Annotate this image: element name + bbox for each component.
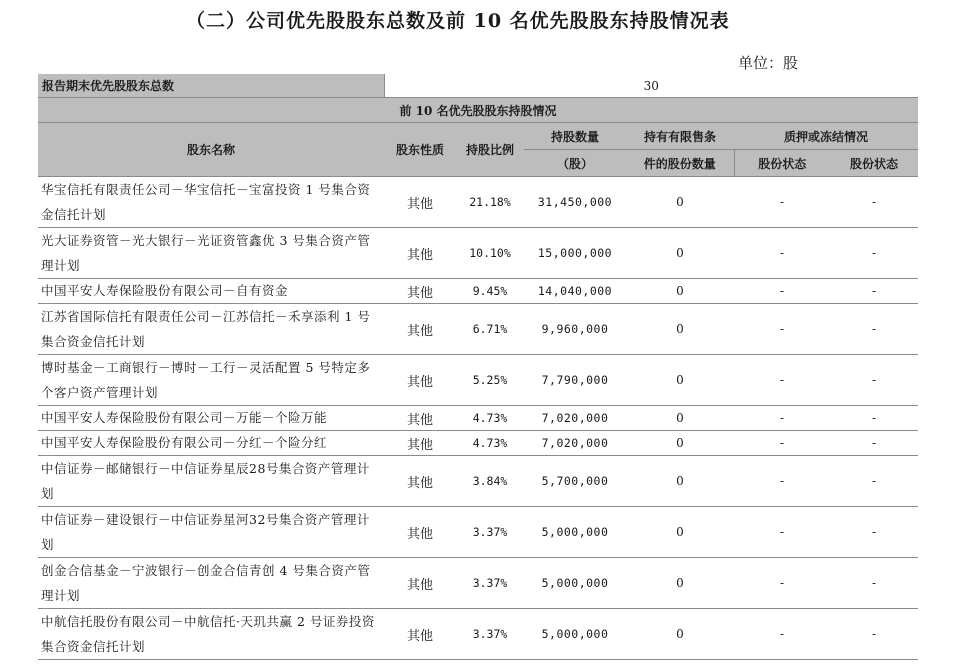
holding-ratio: 3.37% <box>456 507 524 558</box>
holding-ratio: 6.71% <box>456 304 524 355</box>
holding-ratio: 9.45% <box>456 279 524 304</box>
shareholder-nature: 其他 <box>384 406 456 431</box>
shareholder-name: 光大证券资管－光大银行－光证资管鑫优 3 号集合资产管理计划 <box>38 228 384 279</box>
shareholder-nature: 其他 <box>384 456 456 507</box>
table-row <box>38 304 918 355</box>
col-header-pledge: 质押或冻结情况 <box>734 123 918 150</box>
table-row <box>38 228 918 279</box>
shareholder-nature: 其他 <box>384 279 456 304</box>
holding-ratio: 21.18% <box>456 177 524 228</box>
pledge-status-1: - <box>734 279 830 304</box>
col-header-qty-line1: 持股数量 <box>524 123 626 150</box>
shareholder-nature: 其他 <box>384 431 456 456</box>
restricted-quantity: 0 <box>626 558 734 609</box>
holding-ratio: 4.73% <box>456 406 524 431</box>
restricted-quantity: 0 <box>626 431 734 456</box>
table-row <box>38 558 918 609</box>
pledge-status-2: - <box>830 558 918 609</box>
total-shareholders-label: 报告期末优先股股东总数 <box>38 74 384 98</box>
page-title: （二）公司优先股股东总数及前 10 名优先股股东持股情况表 <box>186 10 730 32</box>
table-row <box>38 456 918 507</box>
holding-quantity: 7,020,000 <box>524 406 626 431</box>
table-row <box>38 431 918 456</box>
shareholder-nature: 其他 <box>384 228 456 279</box>
holding-quantity: 9,960,000 <box>524 304 626 355</box>
table-row <box>38 406 918 431</box>
shareholder-nature: 其他 <box>384 609 456 660</box>
pledge-status-1: - <box>734 456 830 507</box>
holding-ratio: 3.37% <box>456 558 524 609</box>
restricted-quantity: 0 <box>626 406 734 431</box>
preferred-shareholders-table <box>38 74 918 660</box>
section-header-row <box>38 98 918 123</box>
total-shareholders-value: 30 <box>384 74 918 98</box>
holding-quantity: 14,040,000 <box>524 279 626 304</box>
pledge-status-2: - <box>830 228 918 279</box>
pledge-status-1: - <box>734 355 830 406</box>
holding-ratio: 3.84% <box>456 456 524 507</box>
shareholder-name: 江苏省国际信托有限责任公司－江苏信托－禾享添利 1 号集合资金信托计划 <box>38 304 384 355</box>
table-row <box>38 609 918 660</box>
col-header-pledge-status-2: 股份状态 <box>830 150 918 177</box>
shareholder-name: 中国平安人寿保险股份有限公司－自有资金 <box>38 279 384 304</box>
holding-quantity: 7,790,000 <box>524 355 626 406</box>
pledge-status-1: - <box>734 177 830 228</box>
column-header-row <box>38 123 918 150</box>
holding-ratio: 3.37% <box>456 609 524 660</box>
col-header-restricted-line1: 持有有限售条 <box>626 123 734 150</box>
shareholder-name: 中国平安人寿保险股份有限公司－万能－个险万能 <box>38 406 384 431</box>
total-shareholders-row <box>38 74 918 98</box>
table-row <box>38 355 918 406</box>
holding-quantity: 31,450,000 <box>524 177 626 228</box>
restricted-quantity: 0 <box>626 279 734 304</box>
shareholder-name: 华宝信托有限责任公司－华宝信托－宝富投资 1 号集合资金信托计划 <box>38 177 384 228</box>
col-header-restricted-line2: 件的股份数量 <box>626 150 734 177</box>
pledge-status-1: - <box>734 431 830 456</box>
unit-label: 单位：股 <box>738 54 799 72</box>
col-header-pledge-status-1: 股份状态 <box>734 150 830 177</box>
pledge-status-1: - <box>734 507 830 558</box>
holding-quantity: 7,020,000 <box>524 431 626 456</box>
pledge-status-2: - <box>830 406 918 431</box>
holding-quantity: 5,000,000 <box>524 507 626 558</box>
shareholder-name: 中国平安人寿保险股份有限公司－分红－个险分红 <box>38 431 384 456</box>
pledge-status-1: - <box>734 558 830 609</box>
pledge-status-2: - <box>830 456 918 507</box>
shareholder-nature: 其他 <box>384 355 456 406</box>
shareholder-name: 中信证券－建设银行－中信证券星河32号集合资产管理计划 <box>38 507 384 558</box>
shareholder-nature: 其他 <box>384 507 456 558</box>
table-row <box>38 177 918 228</box>
shareholder-name: 中航信托股份有限公司－中航信托·天玑共赢 2 号证券投资集合资金信托计划 <box>38 609 384 660</box>
pledge-status-1: - <box>734 228 830 279</box>
restricted-quantity: 0 <box>626 304 734 355</box>
pledge-status-2: - <box>830 507 918 558</box>
pledge-status-2: - <box>830 279 918 304</box>
restricted-quantity: 0 <box>626 507 734 558</box>
table-row <box>38 507 918 558</box>
restricted-quantity: 0 <box>626 355 734 406</box>
holding-quantity: 15,000,000 <box>524 228 626 279</box>
shareholder-nature: 其他 <box>384 177 456 228</box>
restricted-quantity: 0 <box>626 177 734 228</box>
shareholder-name: 中信证券－邮储银行－中信证券星辰28号集合资产管理计划 <box>38 456 384 507</box>
pledge-status-2: - <box>830 304 918 355</box>
shareholder-nature: 其他 <box>384 558 456 609</box>
pledge-status-2: - <box>830 609 918 660</box>
holding-quantity: 5,000,000 <box>524 609 626 660</box>
shareholder-name: 创金合信基金－宁波银行－创金合信青创 4 号集合资产管理计划 <box>38 558 384 609</box>
col-header-ratio: 持股比例 <box>456 123 524 177</box>
holding-ratio: 5.25% <box>456 355 524 406</box>
holding-ratio: 4.73% <box>456 431 524 456</box>
restricted-quantity: 0 <box>626 228 734 279</box>
pledge-status-2: - <box>830 431 918 456</box>
pledge-status-1: - <box>734 304 830 355</box>
restricted-quantity: 0 <box>626 609 734 660</box>
restricted-quantity: 0 <box>626 456 734 507</box>
holding-quantity: 5,700,000 <box>524 456 626 507</box>
pledge-status-2: - <box>830 177 918 228</box>
holding-quantity: 5,000,000 <box>524 558 626 609</box>
pledge-status-1: - <box>734 406 830 431</box>
pledge-status-1: - <box>734 609 830 660</box>
pledge-status-2: - <box>830 355 918 406</box>
section-title: 前 10 名优先股股东持股情况 <box>38 98 918 123</box>
col-header-name: 股东名称 <box>38 123 384 177</box>
col-header-qty-line2: （股） <box>524 150 626 177</box>
shareholder-nature: 其他 <box>384 304 456 355</box>
col-header-nature: 股东性质 <box>384 123 456 177</box>
shareholder-name: 博时基金－工商银行－博时－工行－灵活配置 5 号特定多个客户资产管理计划 <box>38 355 384 406</box>
holding-ratio: 10.10% <box>456 228 524 279</box>
table-row <box>38 279 918 304</box>
